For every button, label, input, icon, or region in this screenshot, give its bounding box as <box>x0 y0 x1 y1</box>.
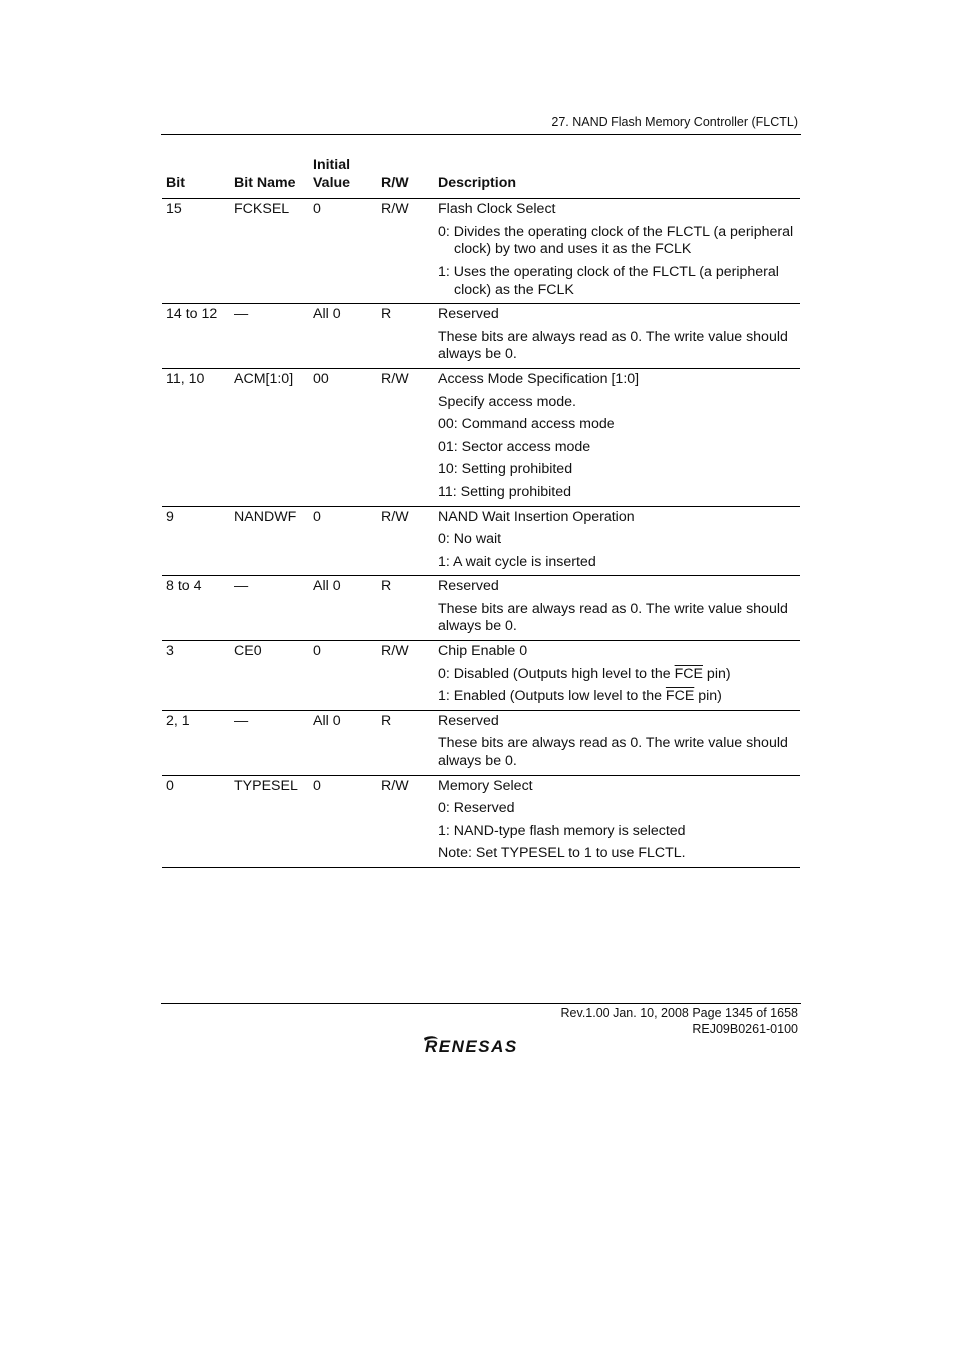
signal-name-overline: $\overline{FCE}$ <box>674 665 703 682</box>
cell-initial-value: 0 <box>309 506 377 576</box>
description-line: 11: Setting prohibited <box>438 483 572 500</box>
cell-bit-name: TYPESEL <box>230 775 309 867</box>
page-footer <box>561 1006 798 1037</box>
cell-bit: 15 <box>162 199 230 304</box>
cell-initial-value: 00 <box>309 368 377 506</box>
cell-initial-value: 0 <box>309 641 377 711</box>
cell-bit: 3 <box>162 641 230 711</box>
cell-description <box>434 641 800 711</box>
cell-bit-name: CE0 <box>230 641 309 711</box>
description-line: Access Mode Specification [1:0] <box>438 370 640 387</box>
cell-description <box>434 710 800 775</box>
cell-bit: 9 <box>162 506 230 576</box>
register-bit-table <box>162 152 800 868</box>
description-line: Flash Clock Select <box>438 201 556 218</box>
renesas-logo <box>422 1034 542 1056</box>
cell-rw: R/W <box>377 775 434 867</box>
cell-bit-name: NANDWF <box>230 506 309 576</box>
description-line: Note: Set TYPESEL to 1 to use FLCTL. <box>438 845 686 862</box>
description-line: 0: No wait <box>438 531 502 548</box>
description-line: These bits are always read as 0. The write value should always be 0. <box>438 735 788 770</box>
header-initial-line1: Initial <box>313 157 351 173</box>
cell-bit: 14 to 12 <box>162 304 230 369</box>
table-row <box>162 199 800 304</box>
footer-document-number: REJ09B0261-0100 <box>692 1021 798 1036</box>
cell-description <box>434 576 800 641</box>
description-line <box>438 666 796 684</box>
table-row <box>162 576 800 641</box>
footer-revision: Rev.1.00 Jan. 10, 2008 Page 1345 of 1658 <box>560 1006 798 1020</box>
signal-name-overline: $\overline{FCE}$ <box>665 688 695 705</box>
table-row <box>162 641 800 711</box>
description-line: 1: NAND-type flash memory is selected <box>438 822 686 839</box>
cell-bit-name: FCKSEL <box>230 199 309 304</box>
description-line: 0: Reserved <box>438 800 515 817</box>
description-line: 01: Sector access mode <box>438 438 591 455</box>
header-bit-name: Bit Name <box>230 152 309 199</box>
cell-description <box>434 368 800 506</box>
description-line: 10: Setting prohibited <box>438 461 573 478</box>
description-line: These bits are always read as 0. The write value should always be 0. <box>438 328 788 363</box>
footer-divider <box>161 1003 801 1004</box>
cell-bit-name: — <box>230 304 309 369</box>
cell-initial-value: All 0 <box>309 710 377 775</box>
description-line: These bits are always read as 0. The write value should always be 0. <box>438 600 788 635</box>
description-line: 0: Divides the operating clock of the FLCTL (a peripheral clock) by two and uses it as the FCLK <box>438 223 794 258</box>
description-line: 1: Uses the operating clock of the FLCTL (a peripheral clock) as the FCLK <box>438 263 779 298</box>
cell-bit: 11, 10 <box>162 368 230 506</box>
description-text: 0: Disabled (Outputs high level to the <box>438 665 675 682</box>
table-row <box>162 304 800 369</box>
cell-bit-name: ACM[1:0] <box>230 368 309 506</box>
description-line: Reserved <box>438 712 499 729</box>
description-line: 00: Command access mode <box>438 416 615 433</box>
cell-description <box>434 775 800 867</box>
cell-description <box>434 199 800 304</box>
table-body <box>162 199 800 868</box>
cell-initial-value: All 0 <box>309 304 377 369</box>
renesas-logo-text: RENESAS <box>425 1037 518 1056</box>
description-text: pin) <box>694 688 722 705</box>
header-description: Description <box>434 152 800 199</box>
cell-rw: R/W <box>377 641 434 711</box>
description-line <box>438 688 796 706</box>
table-row <box>162 368 800 506</box>
description-line: 1: A wait cycle is inserted <box>438 553 596 570</box>
table-header-row <box>162 152 800 199</box>
cell-rw: R/W <box>377 199 434 304</box>
cell-initial-value: 0 <box>309 199 377 304</box>
table-row <box>162 506 800 576</box>
cell-bit: 0 <box>162 775 230 867</box>
cell-rw: R <box>377 304 434 369</box>
cell-rw: R <box>377 710 434 775</box>
cell-description <box>434 506 800 576</box>
description-line: NAND Wait Insertion Operation <box>438 508 635 525</box>
cell-bit-name: — <box>230 710 309 775</box>
table-row <box>162 775 800 867</box>
page-header: 27. NAND Flash Memory Controller (FLCTL) <box>551 115 798 129</box>
description-text: pin) <box>702 665 731 682</box>
header-divider <box>161 134 801 135</box>
cell-initial-value: All 0 <box>309 576 377 641</box>
header-bit: Bit <box>162 152 230 199</box>
cell-initial-value: 0 <box>309 775 377 867</box>
header-initial-value <box>309 152 377 199</box>
cell-rw: R <box>377 576 434 641</box>
description-line: Specify access mode. <box>438 393 576 410</box>
description-line: Reserved <box>438 306 499 323</box>
cell-bit: 8 to 4 <box>162 576 230 641</box>
cell-bit: 2, 1 <box>162 710 230 775</box>
description-line: Memory Select <box>438 777 533 794</box>
description-line: Chip Enable 0 <box>438 643 528 660</box>
header-rw: R/W <box>377 152 434 199</box>
cell-rw: R/W <box>377 368 434 506</box>
cell-bit-name: — <box>230 576 309 641</box>
cell-description <box>434 304 800 369</box>
header-initial-line2: Value <box>313 174 351 191</box>
description-line: Reserved <box>438 578 499 595</box>
table-row <box>162 710 800 775</box>
cell-rw: R/W <box>377 506 434 576</box>
description-text: 1: Enabled (Outputs low level to the <box>438 688 666 705</box>
